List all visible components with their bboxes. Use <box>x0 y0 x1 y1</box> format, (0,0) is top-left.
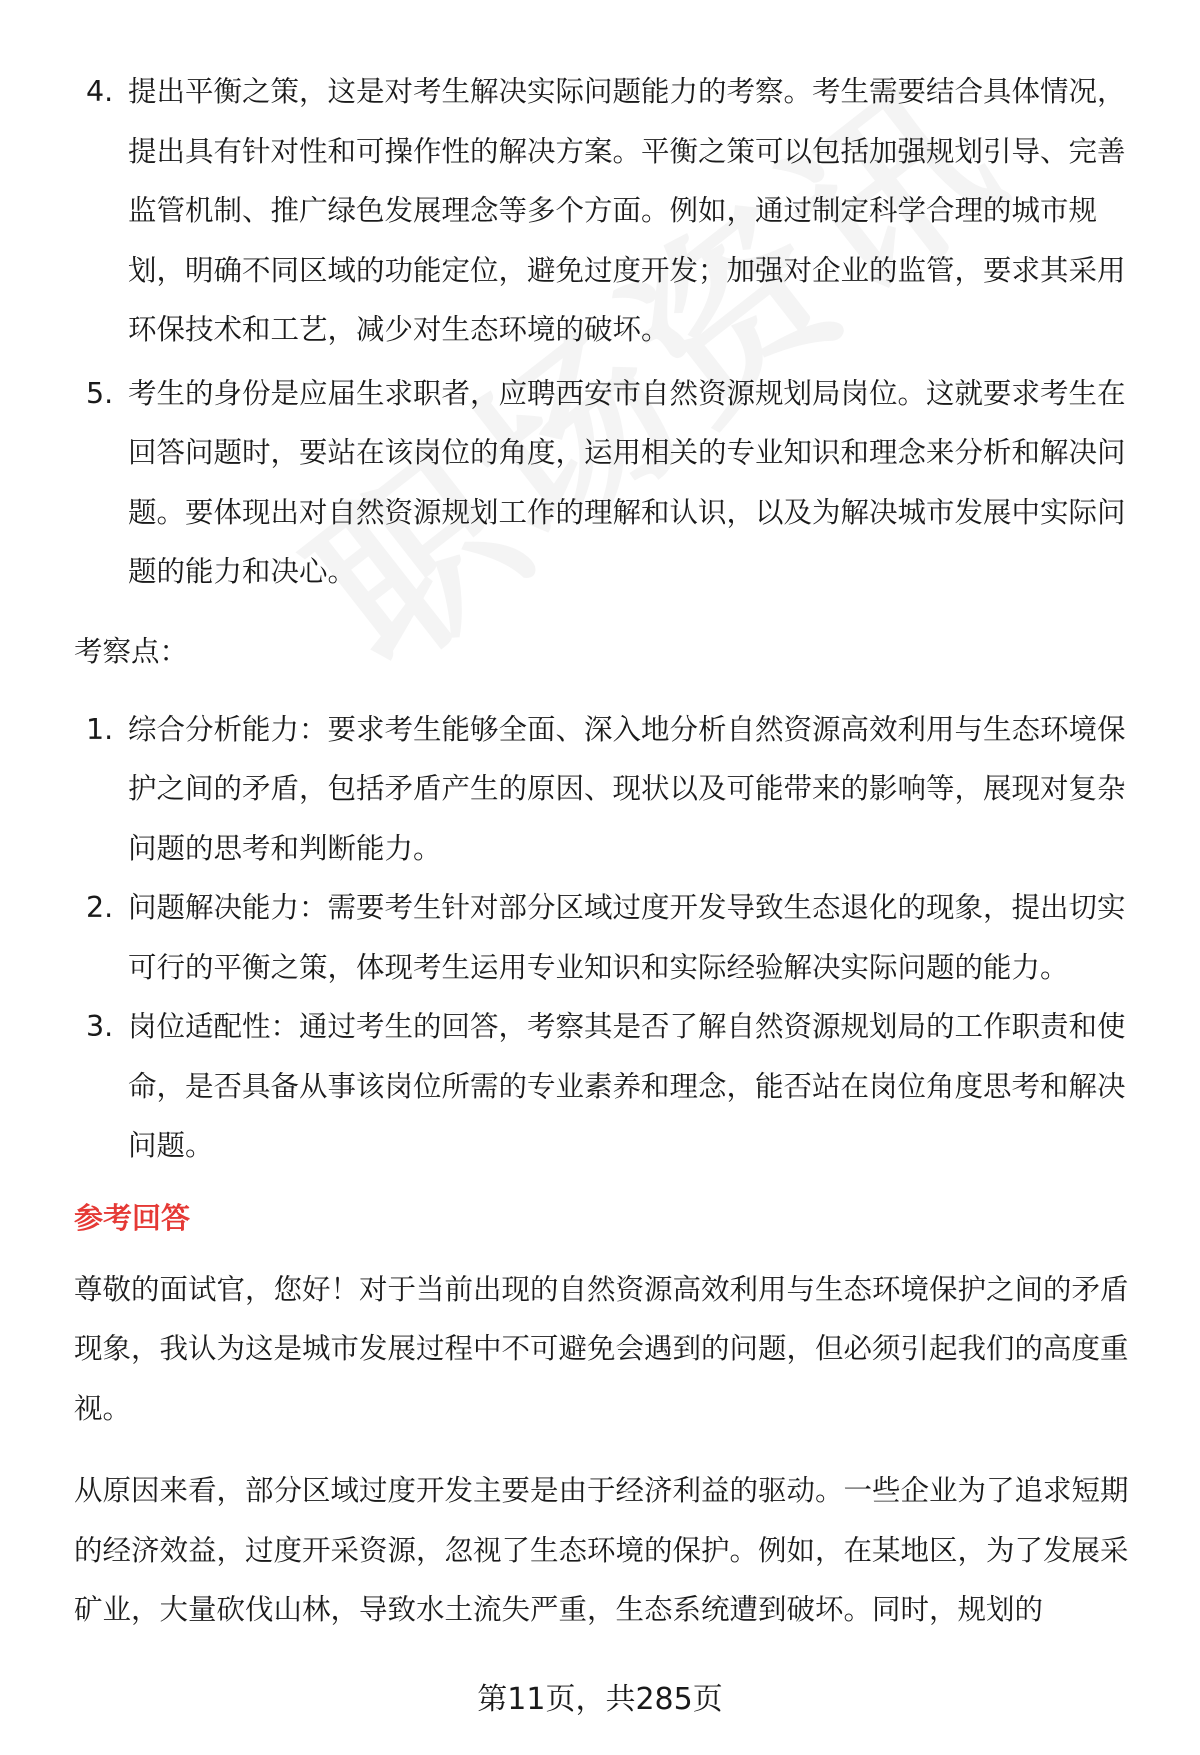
list-item-text: 提出平衡之策，这是对考生解决实际问题能力的考察。考生需要结合具体情况，提出具有针对性和可操作性的解决方案。平衡之策可以包括加强规划引导、完善监管机制、推广绿色发展理念等多个方面。例如，通过制定科学合理的城市规划，明确不同区域的功能定位，避免过度开发；加强对企业的监管，要求其采用环保技术和工艺，减少对生态环境的破坏。 <box>128 75 1126 346</box>
list-item <box>74 700 1144 879</box>
reference-answer-heading: 参考回答 <box>74 1200 191 1235</box>
list-item-number: 5. <box>86 376 114 410</box>
list-item-text: 问题解决能力：需要考生针对部分区域过度开发导致生态退化的现象，提出切实可行的平衡之策，体现考生运用专业知识和实际经验解决实际问题的能力。 <box>128 891 1126 984</box>
list-item <box>74 364 1144 602</box>
page-content <box>74 62 1144 1663</box>
list-item <box>74 878 1144 997</box>
list-item-number: 1. <box>86 712 114 746</box>
list-item <box>74 997 1144 1176</box>
list-item-number: 4. <box>86 75 114 108</box>
list-item-number: 3. <box>86 1010 114 1043</box>
answer-paragraph: 尊敬的面试官，您好！对于当前出现的自然资源高效利用与生态环境保护之间的矛盾现象，我认为这是城市发展过程中不可避免会遇到的问题，但必须引起我们的高度重视。 <box>74 1272 1129 1425</box>
list-item-number: 2. <box>86 891 114 924</box>
list-item-text: 综合分析能力：要求考生能够全面、深入地分析自然资源高效利用与生态环境保护之间的矛盾，包括矛盾产生的原因、现状以及可能带来的影响等，展现对复杂问题的思考和判断能力。 <box>128 712 1126 865</box>
exam-points-list <box>74 700 1144 1176</box>
list-item-text: 岗位适配性：通过考生的回答，考察其是否了解自然资源规划局的工作职责和使命，是否具备从事该岗位所需的专业素养和理念，能否站在岗位角度思考和解决问题。 <box>128 1010 1126 1162</box>
answer-analysis-list <box>74 62 1144 602</box>
list-item <box>74 62 1144 360</box>
page-footer: 第11页，共285页 <box>477 1682 723 1717</box>
exam-points-label: 考察点： <box>74 634 189 668</box>
answer-paragraph: 从原因来看，部分区域过度开发主要是由于经济利益的驱动。一些企业为了追求短期的经济效益，过度开采资源，忽视了生态环境的保护。例如，在某地区，为了发展采矿业，大量砍伐山林，导致水土流失严重，生态系统遭到破坏。同时，规划的 <box>74 1474 1129 1626</box>
list-item-text: 考生的身份是应届生求职者，应聘西安市自然资源规划局岗位。这就要求考生在回答问题时，要站在该岗位的角度，运用相关的专业知识和理念来分析和解决问题。要体现出对自然资源规划工作的理解和认识，以及为解决城市发展中实际问题的能力和决心。 <box>128 376 1126 588</box>
